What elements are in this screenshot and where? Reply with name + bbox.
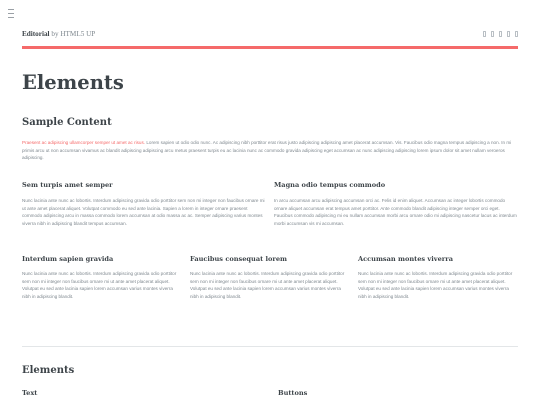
header-accent-rule	[22, 46, 518, 49]
page-title: Elements	[22, 71, 124, 94]
menu-bar	[8, 17, 14, 18]
section-divider	[22, 346, 518, 347]
elements-heading: Elements	[22, 365, 75, 376]
column-heading: Faucibus consequat lorem	[190, 255, 287, 263]
column-heading: Accumsan montes viverra	[358, 255, 453, 263]
buttons-subheading: Buttons	[278, 389, 308, 397]
medium-icon[interactable]	[515, 31, 518, 37]
text-subheading: Text	[22, 389, 38, 397]
column-heading: Interdum sapien gravida	[22, 255, 114, 263]
column-heading: Magna odio tempus commodo	[274, 181, 386, 189]
intro-lead-text: Praesent ac adipiscing ullamcorper semper ut amet ac risus.	[22, 140, 146, 145]
sample-content-heading: Sample Content	[22, 117, 112, 128]
menu-bar	[8, 13, 14, 14]
snapchat-icon[interactable]	[499, 31, 502, 37]
logo-bold: Editorial	[22, 30, 50, 38]
menu-bar	[8, 9, 14, 10]
site-logo[interactable]	[22, 30, 95, 38]
instagram-icon[interactable]	[507, 31, 510, 37]
twitter-icon[interactable]	[483, 31, 486, 37]
intro-rest-text: Lorem sapien ut odio odio nunc. Ac adipiscing nibh porttitor erat risus justo adipiscing adipiscing amet placerat accumsan. Vis. Faucibus odio magna tempus adipiscing a non. In mi primis arcu ut non accumsan vivamus ac blandit adipiscing adipiscing arcu metus praesent turpis eu ac lacinia nunc ac commodo gravida adipiscing eget accumsan ac nunc adipiscing adipiscing lorem ipsum dolor sit amet nullam veroeros adipiscing.	[22, 140, 512, 161]
column-text: Nunc lacinia ante nunc ac lobortis. Interdum adipiscing gravida odio porttitor sem non mi integer non faucibus ornare mi ut ante amet placerat aliquet. Volutpat eu sed ante lacinia sapien lorem accumsan varius montes viverra nibh in adipiscing blandit.	[22, 271, 177, 299]
column-heading: Sem turpis amet semper	[22, 181, 113, 189]
column-text: Nunc lacinia ante nunc ac lobortis. Interdum adipiscing gravida odio porttitor sem non mi integer non faucibus ornare mi ut ante amet placerat aliquet. Volutpat eu sed ante lacinia sapien lorem accumsan varius montes viverra nibh in adipiscing blandit.	[190, 271, 345, 299]
intro-paragraph	[22, 139, 518, 163]
social-icons	[483, 31, 518, 37]
column-text: Nunc lacinia ante nunc ac lobortis. Interdum adipiscing gravida odio porttitor sem non mi integer non faucibus ornare mi ut ante amet placerat aliquet. Volutpat commodo eu sed ante lacinia. Sapien a lorem in integer ornare praesent commodo adipiscing arcu in massa commodo lorem accumsan at odio massa ac ac. Semper adipiscing varius montes viverra nibh in adipiscing blandit tempus accumsan.	[22, 198, 265, 226]
logo-rest: by HTML5 UP	[51, 30, 96, 38]
facebook-icon[interactable]	[491, 31, 494, 37]
column-text: Nunc lacinia ante nunc ac lobortis. Interdum adipiscing gravida odio porttitor sem non mi integer non faucibus ornare mi ut ante amet placerat aliquet. Volutpat eu sed ante lacinia sapien lorem accumsan varius montes viverra nibh in adipiscing blandit.	[358, 271, 513, 299]
hamburger-menu-icon[interactable]	[8, 9, 14, 18]
column-text: In arcu accumsan arcu adipiscing accumsan orci ac. Felis id enim aliquet. Accumsan ac integer lobortis commodo ornare aliquet accumsan erat tempus amet porttitor. Ante commodo blandit adipiscing integer semper orci eget. Faucibus commodo adipiscing mi eu nullam accumsan morbi arcu ornare odio mi adipiscing nascetur lacus ac interdum morbi accumsan vis mi accumsan.	[274, 198, 517, 226]
